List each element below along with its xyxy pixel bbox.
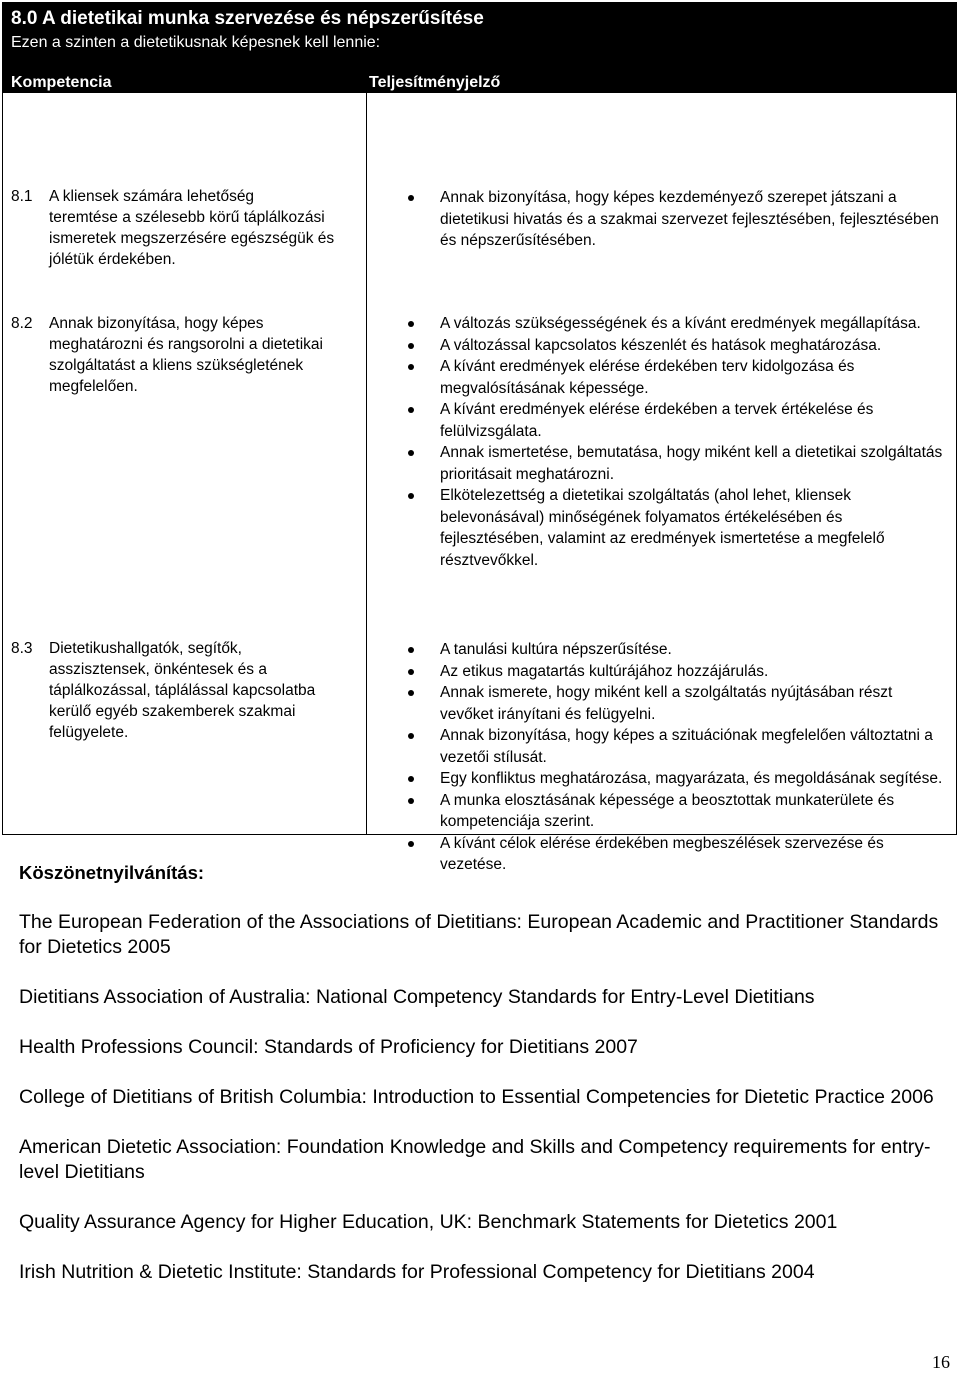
bullet-icon (408, 690, 414, 696)
competency-cell (11, 186, 356, 270)
bullet-icon (408, 647, 414, 653)
indicator-item: A kívánt célok elérése érdekében megbeszélések szervezése és vezetése. (403, 833, 943, 876)
indicator-list (403, 187, 943, 252)
competency-number: 8.1 (11, 188, 33, 205)
indicator-item: A tanulási kultúra népszerűsítése. (403, 639, 943, 661)
acknowledgement-item: The European Federation of the Associations of Dietitians: European Academic and Practitioner Standards for Dietetics 2005 (19, 911, 939, 958)
indicator-item: A kívánt eredmények elérése érdekében a tervek értékelése és felülvizsgálata. (403, 399, 943, 442)
acknowledgements-title: Köszönetnyilvánítás: (19, 862, 205, 883)
bullet-icon (408, 669, 414, 675)
competency-text-rest: teremtése a szélesebb körű táplálkozási ismeretek megszerzésére egészségük és jólétük érdekében. (49, 209, 335, 268)
acknowledgement-item: College of Dietitians of British Columbia: Introduction to Essential Competencies for Dietetic Practice 2006 (19, 1086, 934, 1108)
bullet-icon (408, 733, 414, 739)
bullet-icon (408, 407, 414, 413)
column-divider (366, 93, 367, 834)
competency-number: 8.3 (11, 640, 33, 657)
indicator-item: Egy konfliktus meghatározása, magyarázata, és megoldásának segítése. (403, 768, 943, 790)
column-header-competency: Kompetencia (11, 74, 112, 91)
column-header-indicator: Teljesítményjelző (369, 74, 501, 91)
bullet-icon (408, 343, 414, 349)
indicator-item: Annak ismertetése, bemutatása, hogy miként kell a dietetikai szolgáltatás prioritásait meghatározni. (403, 442, 943, 485)
competency-cell (11, 638, 356, 743)
competency-text-rest: meghatározni és rangsorolni a dietetikai szolgáltatást a kliens szükségletének megfelelően. (49, 336, 323, 395)
indicator-item: Annak ismerete, hogy miként kell a szolgáltatás nyújtásában részt vevőket irányítani és felügyelni. (403, 682, 943, 725)
indicator-list (403, 313, 943, 571)
indicator-item: Annak bizonyítása, hogy képes a szituációnak megfelelően változtatni a vezetői stílusát. (403, 725, 943, 768)
acknowledgement-item: Quality Assurance Agency for Higher Education, UK: Benchmark Statements for Dietetics 2001 (19, 1211, 838, 1233)
acknowledgement-item: Irish Nutrition & Dietetic Institute: Standards for Professional Competency for Dietitians 2004 (19, 1261, 815, 1283)
page-number: 16 (932, 1352, 950, 1372)
bullet-icon (408, 195, 414, 201)
indicator-item: Az etikus magatartás kultúrájához hozzájárulás. (403, 661, 943, 683)
indicator-item: A kívánt eredmények elérése érdekében terv kidolgozása és megvalósításának képessége. (403, 356, 943, 399)
competency-number: 8.2 (11, 315, 33, 332)
acknowledgement-item: Dietitians Association of Australia: National Competency Standards for Entry-Level Dietitians (19, 986, 815, 1008)
section-subtitle: Ezen a szinten a dietetikusnak képesnek kell lennie: (11, 34, 381, 51)
indicator-item: A változás szükségességének és a kívánt eredmények megállapítása. (403, 313, 943, 335)
section-title: 8.0 A dietetikai munka szervezése és népszerűsítése (11, 8, 484, 29)
bullet-icon (408, 776, 414, 782)
bullet-icon (408, 364, 414, 370)
competency-text-first: Annak bizonyítása, hogy képes (49, 315, 264, 332)
acknowledgements-list (19, 910, 949, 1310)
bullet-icon (408, 493, 414, 499)
bullet-icon (408, 321, 414, 327)
bullet-icon (408, 798, 414, 804)
competency-text-first: A kliensek számára lehetőség (49, 188, 255, 205)
competency-text-first: Dietetikushallgatók, segítők, (49, 640, 242, 657)
indicator-item: Annak bizonyítása, hogy képes kezdeményező szerepet játszani a dietetikusi hivatás és a szakmai szervezet fejlesztésében, fejlesztésében és népszerűsítésében. (403, 187, 943, 252)
indicator-list (403, 639, 943, 876)
competency-text-rest: asszisztensek, önkéntesek és a táplálkozással, táplálással kapcsolatba kerülő egyéb szakemberek szakmai felügyelete. (49, 661, 316, 741)
acknowledgement-item: Health Professions Council: Standards of Proficiency for Dietitians 2007 (19, 1036, 638, 1058)
indicator-item: A változással kapcsolatos készenlét és hatások meghatározása. (403, 335, 943, 357)
indicator-item: Elkötelezettség a dietetikai szolgáltatás (ahol lehet, kliensek belevonásával) minőségének folyamatos értékelésében és fejlesztésében, valamint az eredmények ismertetése a megfelelő résztvevőkkel. (403, 485, 943, 571)
acknowledgement-item: American Dietetic Association: Foundation Knowledge and Skills and Competency requirements for entry-level Dietitians (19, 1136, 931, 1183)
bullet-icon (408, 450, 414, 456)
bullet-icon (408, 841, 414, 847)
indicator-item: A munka elosztásának képessége a beosztottak munkaterülete és kompetenciája szerint. (403, 790, 943, 833)
table-header (3, 3, 956, 93)
competency-cell (11, 313, 356, 397)
